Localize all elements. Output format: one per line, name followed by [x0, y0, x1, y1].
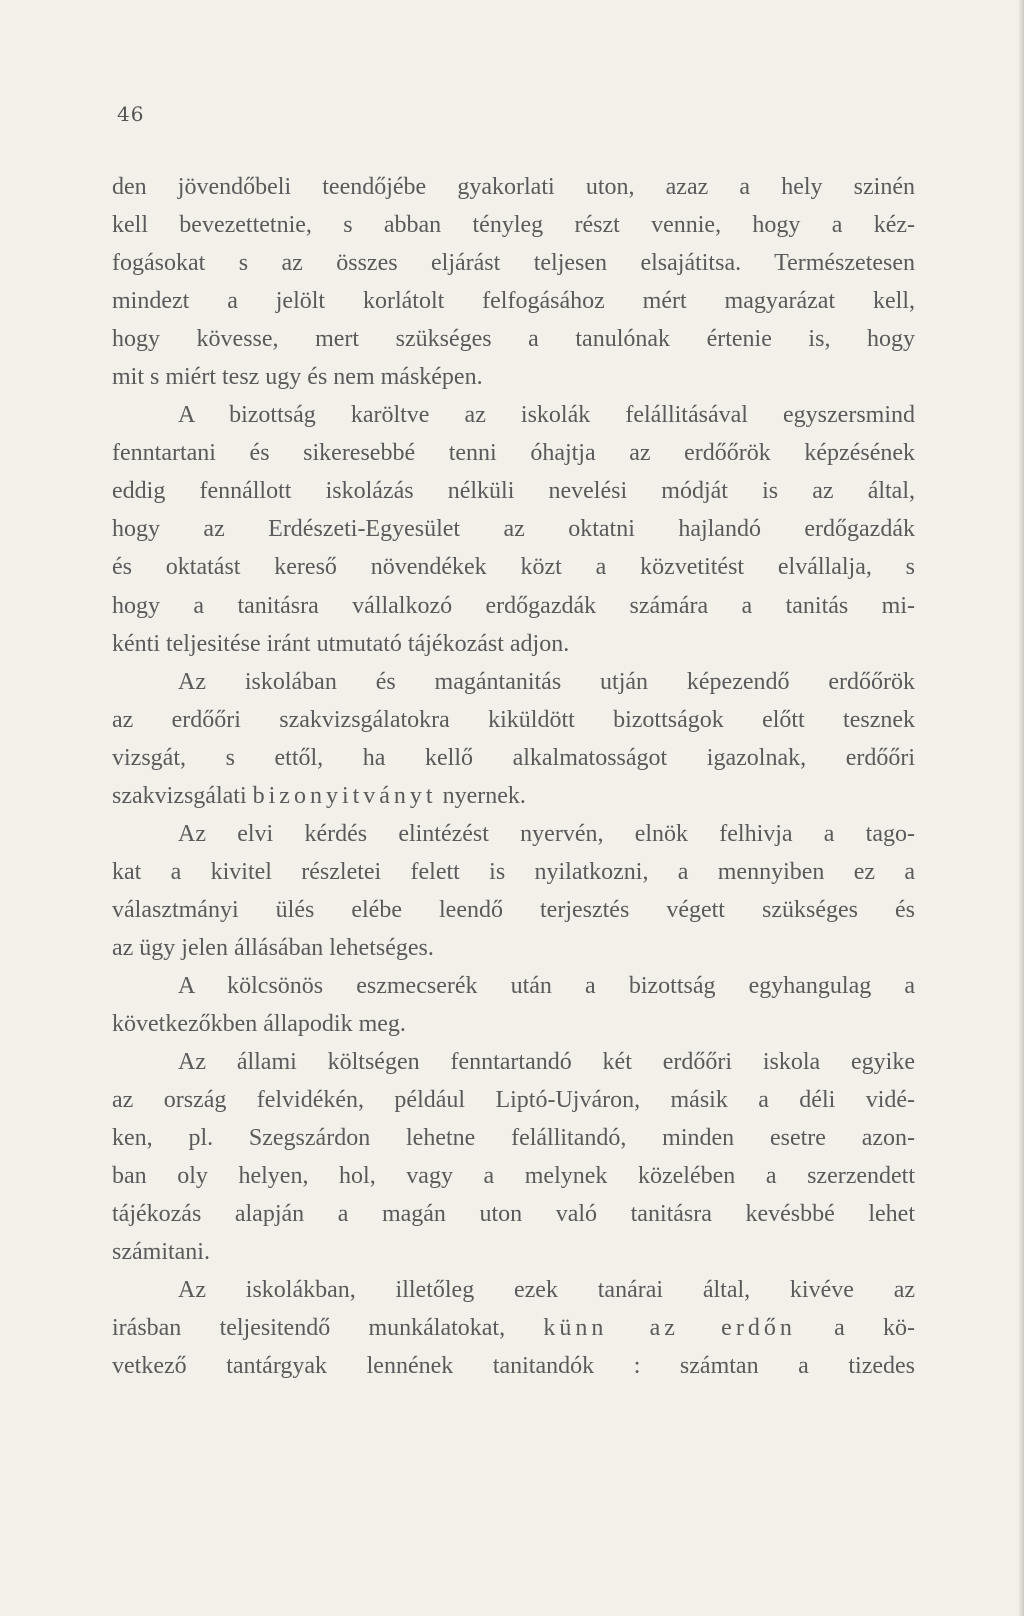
- text-line: választmányi ülés elébe leendő terjesztés végett szükséges és: [112, 896, 915, 923]
- text-line: vetkező tantárgyak lennének tanitandók : számtan a tizedes: [112, 1353, 915, 1380]
- text-line: következőkben állapodik meg.: [112, 1011, 406, 1038]
- text-line: eddig fennállott iskolázás nélküli nevelési módját is az által,: [112, 478, 915, 505]
- text-line: hogy kövesse, mert szükséges a tanulónak értenie is, hogy: [112, 326, 915, 353]
- text-line: Az iskolákban, illetőleg ezek tanárai által, kivéve az: [178, 1277, 915, 1304]
- text-line: kat a kivitel részletei felett is nyilatkozni, a mennyiben ez a: [112, 858, 915, 885]
- text-segment: irásban teljesitendő munkálatokat,: [112, 1315, 544, 1342]
- text-line: ban oly helyen, hol, vagy a melynek közelében a szerzendett: [112, 1163, 915, 1190]
- text-line: Az iskolában és magántanitás utján képezendő erdőőrök: [178, 668, 915, 695]
- text-line: kell bevezettetnie, s abban tényleg részt vennie, hogy a kéz-: [112, 212, 915, 239]
- text-segment: nyernek.: [436, 782, 526, 809]
- text-line: számitani.: [112, 1239, 210, 1266]
- spaced-emphasis: künn az erdőn: [543, 1315, 796, 1342]
- text-line: kénti teljesitése iránt utmutató tájékozást adjon.: [112, 630, 570, 657]
- text-line: fenntartani és sikeresebbé tenni óhajtja az erdőőrök képzésének: [112, 440, 915, 467]
- text-line: fogásokat s az összes eljárást teljesen elsajátitsa. Természetesen: [112, 250, 915, 277]
- text-line: hogy az Erdészeti-Egyesület az oktatni hajlandó erdőgazdák: [112, 516, 915, 543]
- text-line: vizsgát, s ettől, ha kellő alkalmatosságot igazolnak, erdőőri: [112, 744, 915, 771]
- text-line: den jövendőbeli teendőjébe gyakorlati uton, azaz a hely szinén: [112, 174, 915, 200]
- text-line: mit s miért tesz ugy és nem másképen.: [112, 364, 483, 391]
- text-line: az ország felvidékén, például Liptó-Ujváron, másik a déli vidé-: [112, 1087, 915, 1114]
- spaced-emphasis: bizonyitványt: [252, 782, 437, 809]
- text-line: tájékozás alapján a magán uton való tanitásra kevésbbé lehet: [112, 1201, 915, 1228]
- text-segment: a kö-: [795, 1315, 915, 1342]
- text-line: Az állami költségen fenntartandó két erdőőri iskola egyike: [178, 1049, 915, 1076]
- text-line: hogy a tanitásra vállalkozó erdőgazdák számára a tanitás mi-: [112, 592, 915, 619]
- text-line: [112, 1309, 915, 1347]
- text-line: az erdőőri szakvizsgálatokra kiküldött bizottságok előtt tesznek: [112, 706, 915, 733]
- text-line: A bizottság karöltve az iskolák felállitásával egyszersmind: [178, 402, 915, 429]
- text-line: mindezt a jelölt korlátolt felfogásához mért magyarázat kell,: [112, 288, 915, 315]
- page-number: 46: [117, 102, 145, 126]
- page-edge: [1018, 0, 1024, 1616]
- text-line: az ügy jelen állásában lehetséges.: [112, 934, 434, 961]
- text-line: ken, pl. Szegszárdon lehetne felállitandó, minden esetre azon-: [112, 1125, 915, 1152]
- text-line: A kölcsönös eszmecserék után a bizottság egyhangulag a: [178, 972, 915, 999]
- text-line: [112, 777, 915, 815]
- text-line: Az elvi kérdés elintézést nyervén, elnök felhivja a tago-: [178, 820, 915, 847]
- text-segment: szakvizsgálati: [112, 782, 253, 809]
- body-text: [112, 168, 915, 1386]
- text-line: és oktatást kereső növendékek közt a közvetitést elvállalja, s: [112, 554, 915, 581]
